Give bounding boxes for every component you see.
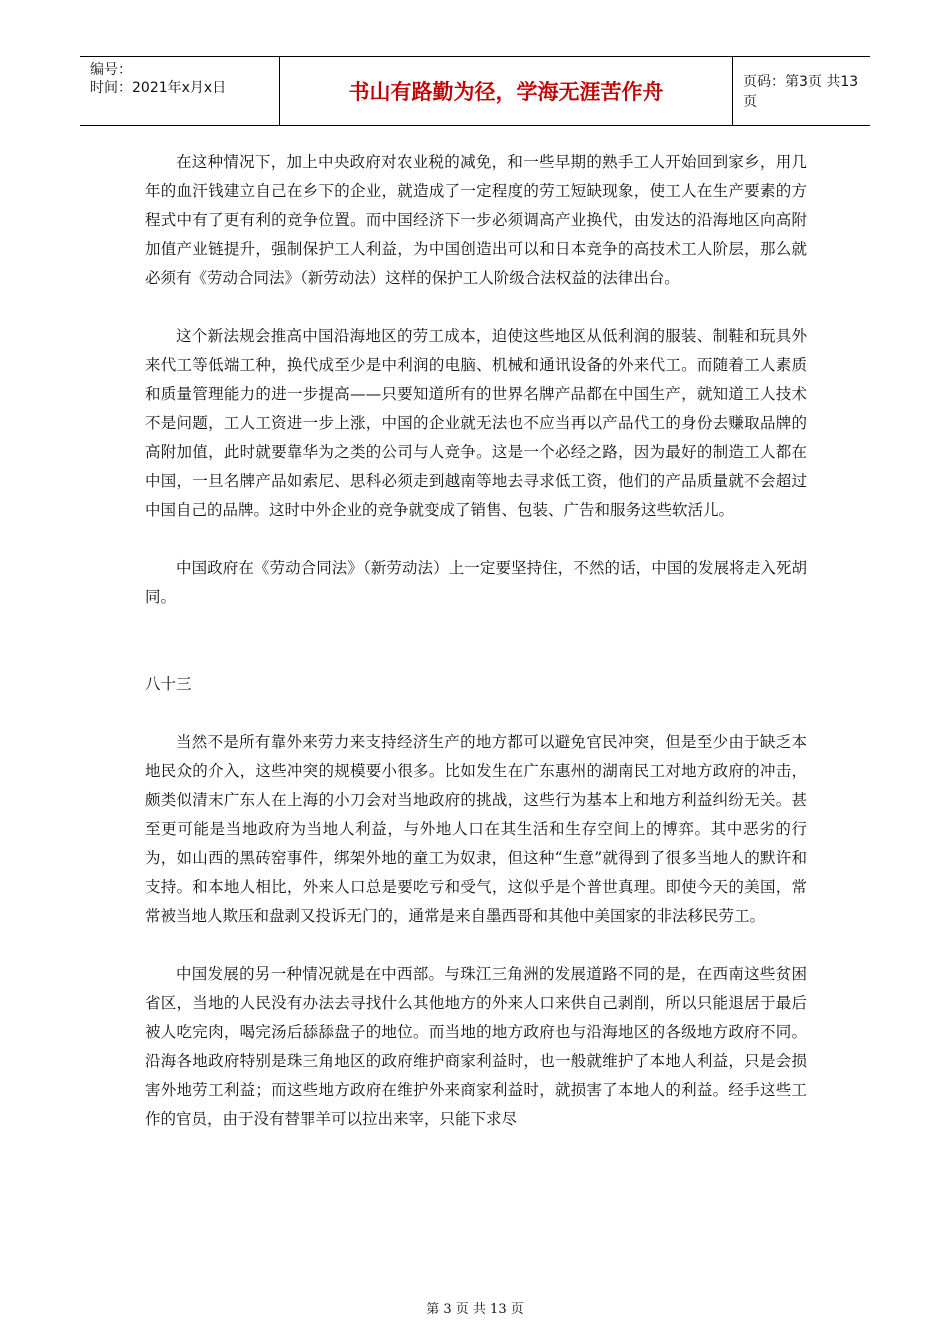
page-header — [80, 56, 870, 126]
section-paragraph: 当然不是所有靠外来劳力来支持经济生产的地方都可以避免官民冲突，但是至少由于缺乏本地民众的介入，这些冲突的规模要小很多。比如发生在广东惠州的湖南民工对地方政府的冲击，颇类似清末广东人在上海的小刀会对当地政府的挑战，这些行为基本上和地方利益纠纷无关。甚至更可能是当地政府为当地人利益，与外地人口在其生活和生存空间上的博弈。其中恶劣的行为，如山西的黑砖窑事件，绑架外地的童工为奴隶，但这种“生意”就得到了很多当地人的默许和支持。和本地人相比，外来人口总是要吃亏和受气，这似乎是个普世真理。即使今天的美国，常常被当地人欺压和盘剥又投诉无门的，通常是来自墨西哥和其他中美国家的非法移民劳工。 — [145, 733, 807, 925]
body-paragraph: 在这种情况下，加上中央政府对农业税的减免，和一些早期的熟手工人开始回到家乡，用几年的血汗钱建立自己在乡下的企业，就造成了一定程度的劳工短缺现象，使工人在生产要素的方程式中有了更有利的竞争位置。而中国经济下一步必须调高产业换代，由发达的沿海地区向高附加值产业链提升，强制保护工人利益，为中国创造出可以和日本竞争的高技术工人阶层，那么就必须有《劳动合同法》（新劳动法）这样的保护工人阶级合法权益的法律出台。 — [145, 153, 807, 287]
section-paragraph: 中国发展的另一种情况就是在中西部。与珠江三角洲的发展道路不同的是，在西南这些贫困省区，当地的人民没有办法去寻找什么其他地方的外来人口来供自己剥削，所以只能退居于最后被人吃完肉，喝完汤后舔舔盘子的地位。而当地的地方政府也与沿海地区的各级地方政府不同。沿海各地政府特别是珠三角地区的政府维护商家利益时，也一般就维护了本地人利益，只是会损害外地劳工利益；而这些地方政府在维护外来商家利益时，就损害了本地人的利益。经手这些工作的官员，由于没有替罪羊可以拉出来宰，只能下求尽 — [145, 965, 807, 1128]
document-body — [145, 148, 807, 1134]
serial-label: 编号： — [90, 62, 132, 78]
header-motto: 书山有路勤为径，学海无涯苦作舟 — [280, 57, 733, 125]
body-paragraph: 这个新法规会推高中国沿海地区的劳工成本，迫使这些地区从低利润的服装、制鞋和玩具外来代工等低端工种，换代成至少是中利润的电脑、机械和通讯设备的外来代工。而随着工人素质和质量管理能力的进一步提高——只要知道所有的世界名牌产品都在中国生产，就知道工人技术不是问题，工人工资进一步上涨，中国的企业就无法也不应当再以产品代工的身份去赚取品牌的高附加值，此时就要靠华为之类的公司与人竞争。这是一个必经之路，因为最好的制造工人都在中国，一旦名牌产品如索尼、思科必须走到越南等地去寻求低工资，他们的产品质量就不会超过中国自己的品牌。这时中外企业的竞争就变成了销售、包装、广告和服务这些软活儿。 — [145, 327, 807, 519]
section-title: 八十三 — [145, 675, 192, 693]
body-paragraph: 中国政府在《劳动合同法》（新劳动法）上一定要坚持住，不然的话，中国的发展将走入死胡同。 — [145, 559, 807, 606]
header-page-code: 页码：第3页 共13页 — [743, 74, 859, 110]
time-label: 时间：2021年x月x日 — [90, 80, 227, 96]
header-meta — [80, 57, 280, 125]
page-footer: 第 3 页 共 13 页 — [426, 1302, 524, 1317]
